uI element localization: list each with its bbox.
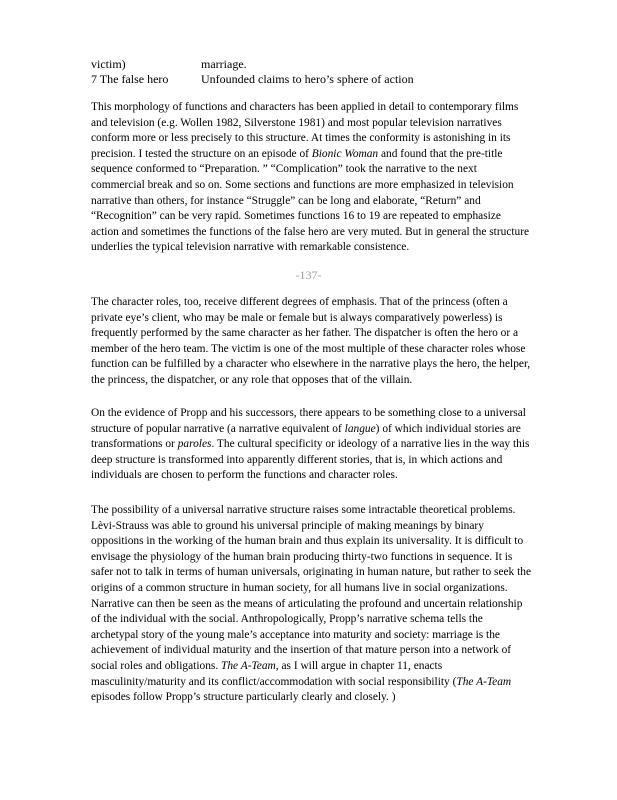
title-a-team: The A-Team bbox=[456, 675, 512, 688]
sphere-of-action-cell: marriage. bbox=[201, 57, 247, 71]
paragraph-universal-structure: On the evidence of Propp and his successors, there appears to be something close to a universal structure of popular narrative (a narrative equivalent of langue) of which individual stories are transformations or paroles. The cultural specificity or ideology of a narrative lies in the way this deep structure is transformed into apparently different stories, that is, in which actions and individuals are chosen to perform the functions and character roles. bbox=[91, 407, 530, 482]
paragraph-character-roles: The character roles, too, receive different degrees of emphasis. That of the princess (often a private eye’s client, who may be male or female but is always comparatively powerless) is frequently performed by the same character as her father. The dispatcher is often the hero or a member of the hero team. The victim is one of the most multiple of these character roles whose function can be fulfilled by a character who elsewhere in the narrative plays the hero, the helper, the princess, the dispatcher, or any role that opposes that of the villain. bbox=[91, 296, 531, 386]
paragraph-morphology: This morphology of functions and characters has been applied in detail to contemporary films and television (e.g. Wollen 1982, Silverstone 1981) and most popular television narratives conform more or less precisely to this structure. At times the conformity is astonishing in its precision. I tested the structure on an episode of Bionic Woman and found that the pre-title sequence conformed to “Preparation. ” “Complication” took the narrative to the next commercial break and so on. Some sections and functions are more emphasized in television narrative than others, for instance “Struggle” can be long and elaborate, “Return” and “Recognition” can be very rapid. Sometimes functions 16 to 19 are repeated to emphasize action and sometimes the functions of the false hero are very muted. But in general the structure underlies the typical television narrative with remarkable consistence. bbox=[91, 101, 530, 254]
term-langue: langue bbox=[344, 422, 376, 435]
character-cell: 7 The false hero bbox=[91, 72, 169, 86]
sphere-of-action-cell: Unfounded claims to hero’s sphere of action bbox=[201, 72, 414, 86]
title-bionic-woman: Bionic Woman bbox=[311, 147, 379, 160]
term-paroles: paroles bbox=[177, 438, 212, 451]
page-number: -137- bbox=[295, 268, 322, 282]
character-cell: victim) bbox=[91, 57, 126, 71]
title-a-team: The A-Team bbox=[221, 659, 276, 672]
paragraph-possibility: The possibility of a universal narrative structure raises some intractable theoretical problems. Lèvi-Strauss was able to ground his universal principle of making meanings by binary oppositions in the working of the human brain and thus explain its universality. It is difficult to envisage the physiology of the human brain producing thirty-two functions in sequence. It is safer not to talk in terms of human universals, originating in human nature, but rather to seek the origins of a common structure in human society, for all humans live in social organizations. Narrative can then be seen as the means of articulating the profound and uncertain relationship of the individual with the social. Anthropologically, Propp’s narrative schema tells the archetypal story of the young male’s acceptance into maturity and society: marriage is the achievement of individual maturity and the insertion of that mature person into a network of social roles and obligations. The A-Team, as I will argue in chapter 11, enacts masculinity/maturity and its conflict/accommodation with social responsibility (The A-Team episodes follow Propp’s structure particularly clearly and closely. ) bbox=[91, 504, 532, 704]
